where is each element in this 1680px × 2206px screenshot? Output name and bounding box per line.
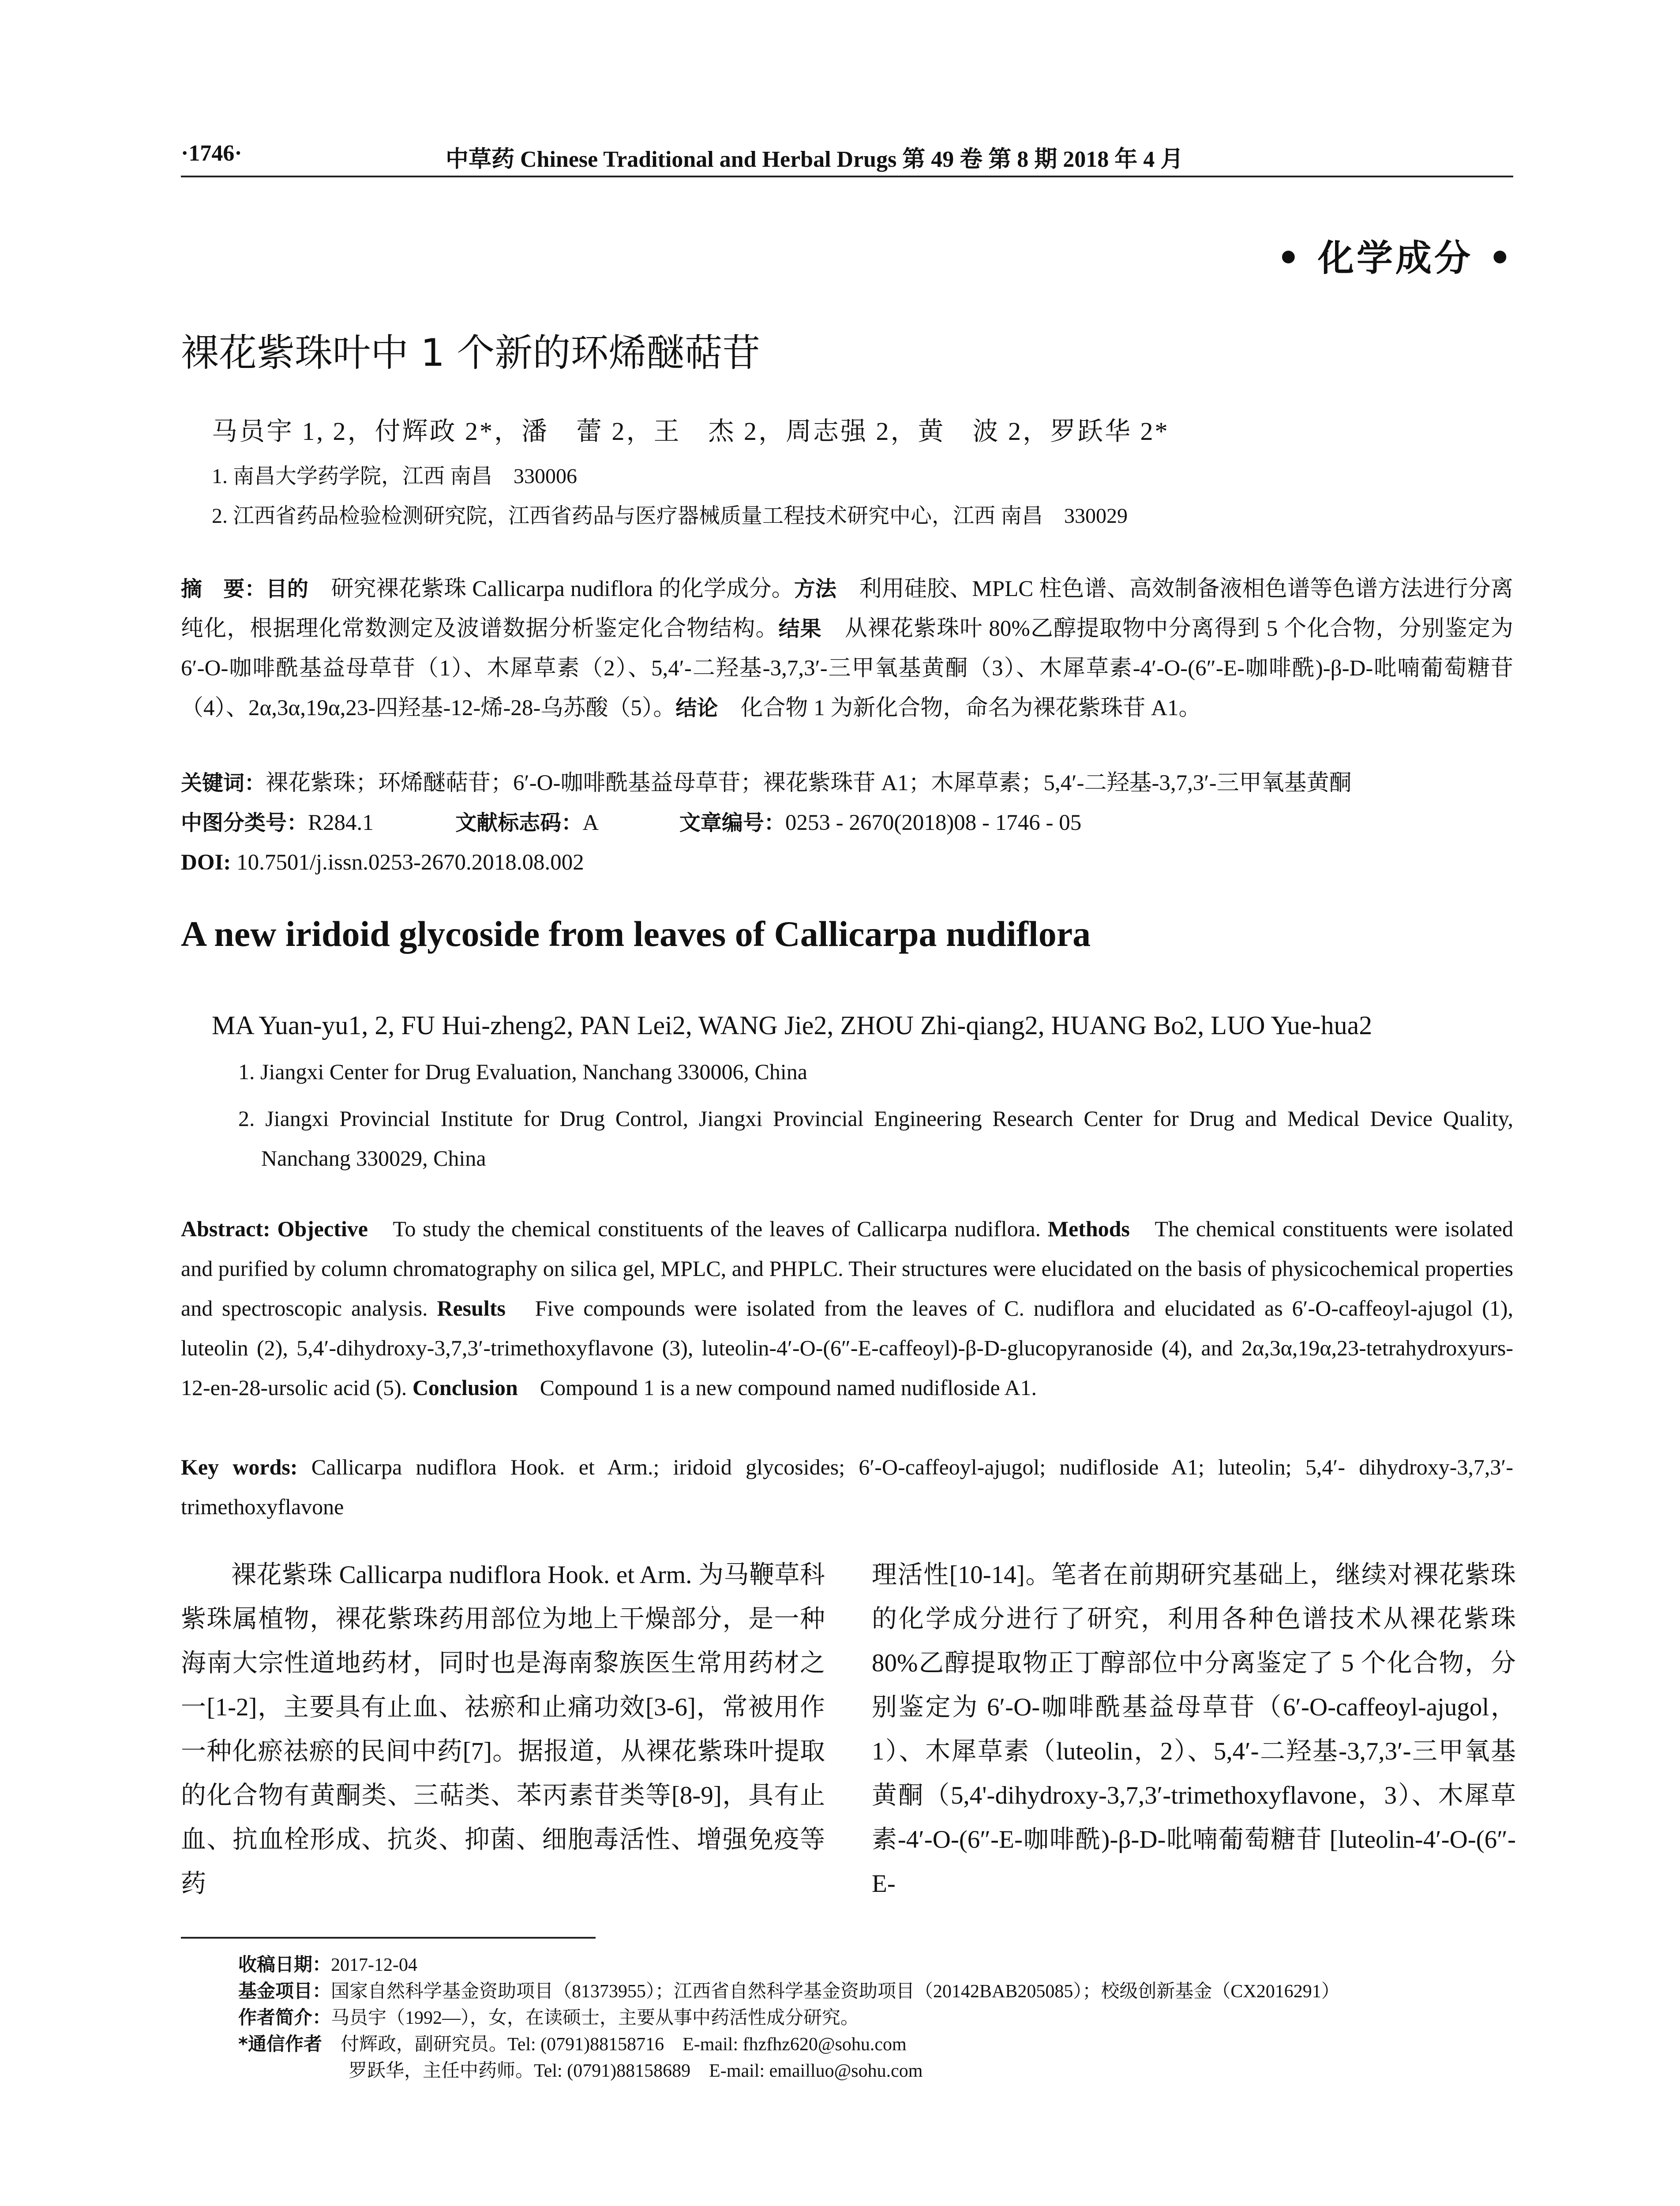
objective-en-label: Objective [277, 1216, 368, 1241]
classification-line [181, 803, 1513, 843]
clc-label: 中图分类号： [181, 810, 308, 835]
abstract-en-label: Abstract: [181, 1216, 270, 1241]
doc-code-label: 文献标志码： [455, 810, 583, 835]
footnote-received: 收稿日期：2017-12-04 [238, 1954, 417, 1975]
affiliation-cn-1: 1. 南昌大学药学院，江西 南昌 330006 [212, 465, 578, 488]
footnote-rule [181, 1937, 596, 1939]
title-en: A new iridoid glycoside from leaves of Callicarpa nudiflora [181, 914, 1091, 954]
keywords-cn-text: 裸花紫珠；环烯醚萜苷；6′-O-咖啡酰基益母草苷；裸花紫珠苷 A1；木犀草素；5,4′-二羟基-3,7,3′-三甲氧基黄酮 [266, 771, 1352, 795]
methods-text: 利用硅胶、MPLC 柱色谱、高效制备液相色谱等色谱方法进行分离纯化，根据理化常数测定及波谱数据分析鉴定化合物结构。 [181, 577, 1513, 641]
results-en-text: Five compounds were isolated from the leaves of C. nudiflora and elucidated as 6′-O-caffeoyl-ajugol (1), luteolin (2), 5,4′-dihydroxy-3,7,3′-trimethoxyflavone (3), luteolin-4′-O-(6″-E-caffeoyl)-β-D-glucopyranoside (4), and 2α,3α,19α,23-tetrahydroxyurs-12-en-28-ursolic acid (5). [181, 1296, 1514, 1400]
title-cn: 裸花紫珠叶中 1 个新的环烯醚萜苷 [181, 331, 761, 375]
footnote-corresponding-2: 罗跃华，主任中药师。Tel: (0791)88158689 E-mail: emailluo@sohu.com [349, 2061, 923, 2081]
authors-en: MA Yuan-yu1, 2, FU Hui-zheng2, PAN Lei2, WANG Jie2, ZHOU Zhi-qiang2, HUANG Bo2, LUO Yue-hua2 [212, 1011, 1372, 1040]
results-label: 结果 [778, 616, 822, 641]
article-number-value: 0253 - 2670(2018)08 - 1746 - 05 [785, 810, 1082, 835]
page-number: ·1746· [181, 141, 242, 166]
methods-en-label: Methods [1047, 1216, 1130, 1241]
abstract-cn [181, 569, 1513, 728]
abstract-cn-label: 摘 要： [181, 577, 266, 601]
keywords-en-label: Key words: [181, 1455, 298, 1479]
keywords-cn-label: 关键词： [181, 771, 266, 795]
keywords-en-text: Callicarpa nudiflora Hook. et Arm.; iridoid glycosides; 6′-O-caffeoyl-ajugol; nudifloside A1; luteolin; 5,4′- dihydroxy-3,7,3′-trimethoxyflavone [181, 1455, 1513, 1519]
methods-en-text: The chemical constituents were isolated and purified by column chromatography on silica gel, MPLC, and PHPLC. Their structures were elucidated on the basis of physicochemical properties and spectroscopic analysis. [181, 1216, 1513, 1321]
article-number-label: 文章编号： [679, 810, 785, 835]
affiliation-en-1: 1. Jiangxi Center for Drug Evaluation, Nanchang 330006, China [238, 1059, 807, 1084]
affiliation-en-2: 2. Jiangxi Provincial Institute for Drug Control, Jiangxi Provincial Engineering Research Center for Drug and Medical Device Quality, Nanchang 330029, China [238, 1106, 1513, 1171]
authors-cn: 马员宇 1, 2，付辉政 2*，潘 蕾 2，王 杰 2，周志强 2，黄 波 2，罗跃华 2* [212, 417, 1170, 446]
conclusion-text: 化合物 1 为新化合物，命名为裸花紫珠苷 A1。 [740, 696, 1201, 720]
conclusion-en-label: Conclusion [412, 1375, 518, 1400]
affiliation-cn-2: 2. 江西省药品检验检测研究院，江西省药品与医疗器械质量工程技术研究中心，江西 南昌 330029 [212, 504, 1128, 528]
objective-text: 研究裸花紫珠 Callicarpa nudiflora 的化学成分。 [331, 577, 794, 601]
doi-value[interactable]: 10.7501/j.issn.0253-2670.2018.08.002 [236, 850, 584, 875]
conclusion-en-text: Compound 1 is a new compound named nudifloside A1. [540, 1375, 1037, 1400]
footnote-author-bio: 作者简介：马员宇（1992—），女，在读硕士，主要从事中药活性成分研究。 [238, 2007, 859, 2028]
methods-label: 方法 [794, 577, 837, 601]
journal-info: 中草药 Chinese Traditional and Herbal Drugs 第 49 卷 第 8 期 2018 年 4 月 [446, 147, 1184, 172]
footnote-funding: 基金项目：国家自然科学基金资助项目（81373955）；江西省自然科学基金资助项目（20142BAB205085）；校级创新基金（CX2016291） [238, 1980, 1340, 2002]
objective-label: 目的 [266, 577, 309, 601]
objective-en-text: To study the chemical constituents of the leaves of Callicarpa nudiflora. [393, 1216, 1041, 1241]
section-label: • 化学成分 • [1277, 237, 1514, 279]
body-right-column: 理活性[10-14]。笔者在前期研究基础上，继续对裸花紫珠的化学成分进行了研究，利用各种色谱技术从裸花紫珠 80%乙醇提取物正丁醇部位中分离鉴定了 5 个化合物，分别鉴定为 6′-O-咖啡酰基益母草苷（6′-O-caffeoyl-ajugol，1）、木犀草素（luteolin，2）、5,4′-二羟基-3,7,3′-三甲氧基黄酮（5,4'-dihydroxy-3,7,3′-trimethoxyflavone，3）、木犀草素-4′-O-(6″-E-咖啡酰)-β-D-吡喃葡萄糖苷 [luteolin-4′-O-(6″-E- [872, 1561, 1516, 1898]
doi-line [181, 843, 1513, 882]
body-left-column: 裸花紫珠 Callicarpa nudiflora Hook. et Arm. 为马鞭草科紫珠属植物，裸花紫珠药用部位为地上干燥部分，是一种海南大宗性道地药材，同时也是海南黎族医生常用药材之一[1-2]，主要具有止血、祛瘀和止痛功效[3-6]，常被用作一种化瘀祛瘀的民间中药[7]。据报道，从裸花紫珠叶提取的化合物有黄酮类、三萜类、苯丙素苷类等[8-9]，具有止血、抗血栓形成、抗炎、抑菌、细胞毒活性、增强免疫等药 [181, 1561, 825, 1898]
abstract-en [181, 1209, 1513, 1407]
header-rule [181, 176, 1513, 177]
doc-code-value: A [582, 810, 598, 835]
keywords-en [181, 1447, 1513, 1527]
footnote-corresponding-1: *通信作者 付辉政，副研究员。Tel: (0791)88158716 E-mail: fhzfhz620@sohu.com [238, 2033, 907, 2055]
results-text: 从裸花紫珠叶 80%乙醇提取物中分离得到 5 个化合物，分别鉴定为 6′-O-咖啡酰基益母草苷（1）、木犀草素（2）、5,4′-二羟基-3,7,3′-三甲氧基黄酮（3）、木犀草素-4′-O-(6″-E-咖啡酰)-β-D-吡喃葡萄糖苷（4）、2α,3α,19α,23-四羟基-12-烯-28-乌苏酸（5）。 [181, 616, 1513, 720]
clc-value: R284.1 [308, 810, 374, 835]
results-en-label: Results [437, 1296, 506, 1321]
conclusion-label: 结论 [675, 696, 718, 720]
doi-label: DOI: [181, 850, 231, 875]
keywords-cn [181, 763, 1513, 803]
